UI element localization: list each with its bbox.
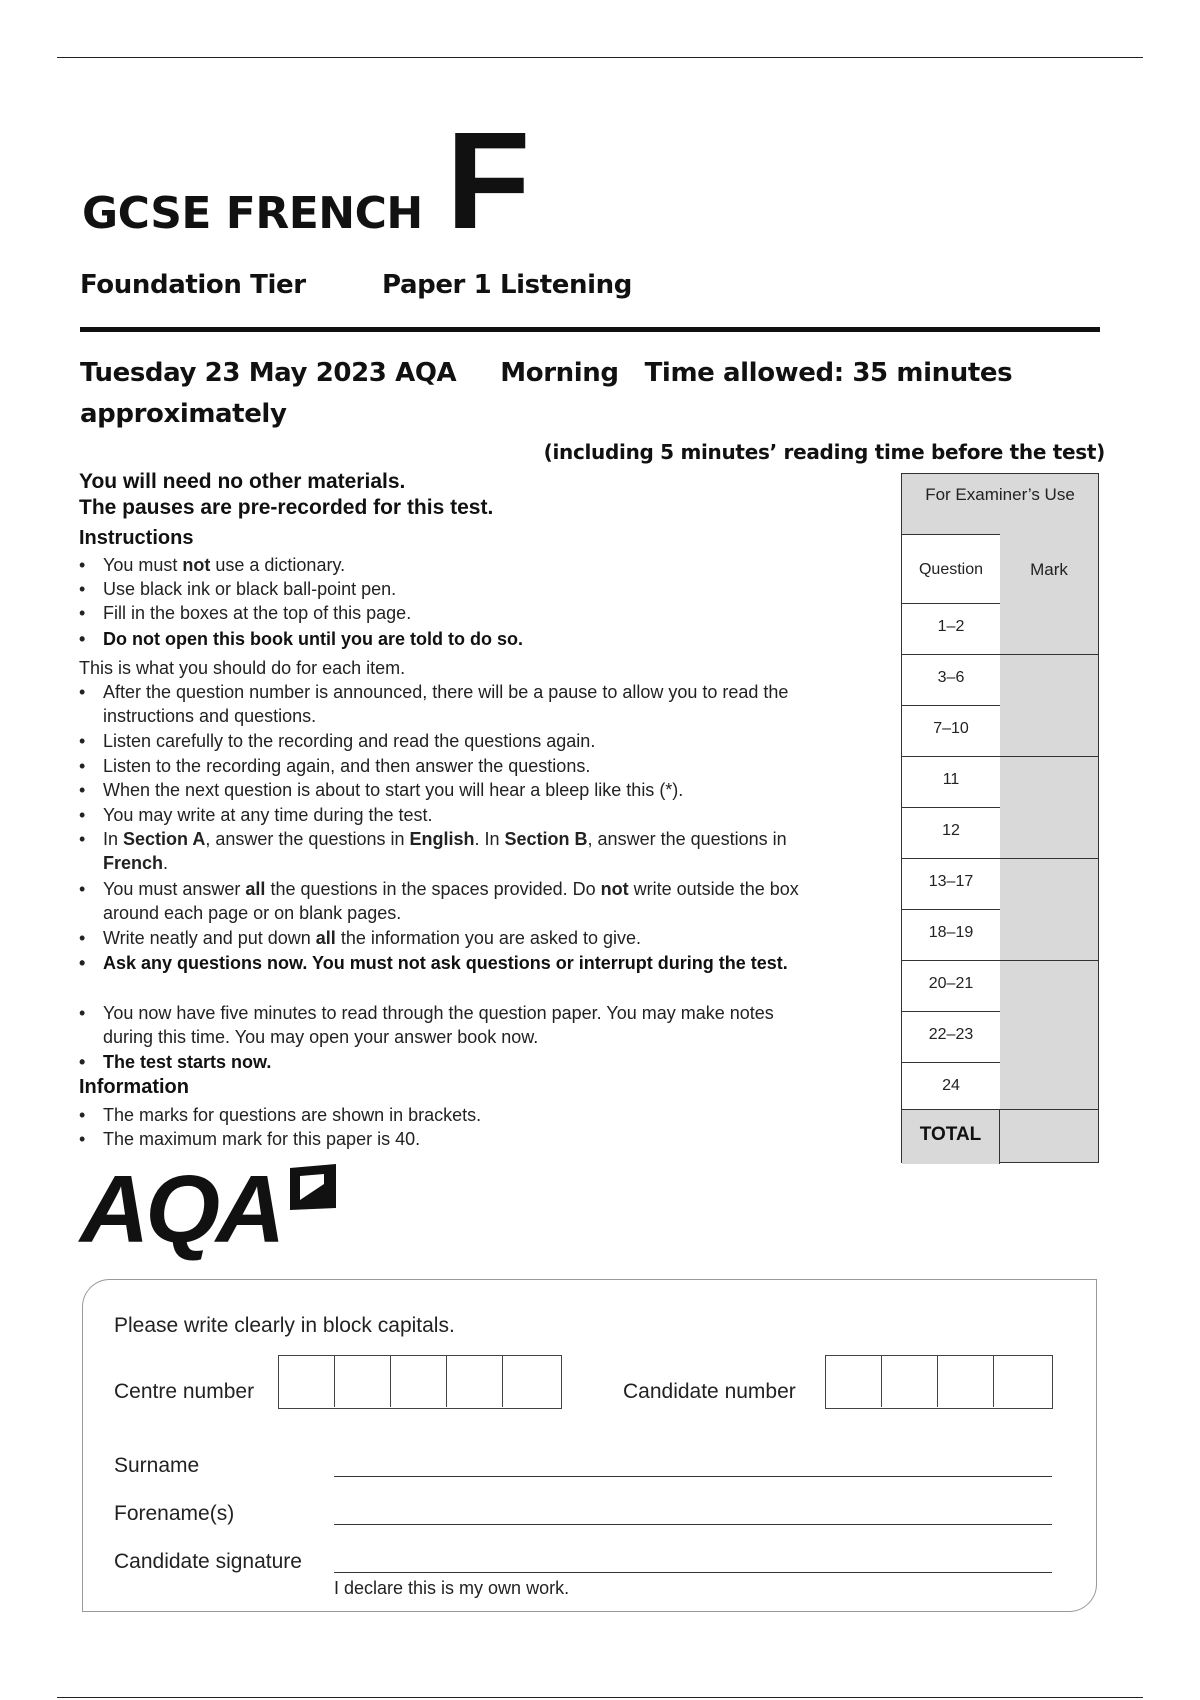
block-capitals-note: Please write clearly in block capitals. [114,1314,455,1337]
exam-session: Morning [500,358,619,388]
instruction-answer-all: You must answer all the questions in the spaces provided. Do not write outside the box [103,879,799,899]
aqa-logo [80,1156,350,1263]
aqa-logo-mark-icon [284,1162,342,1214]
question-cell: 20–21 [902,960,1000,1011]
instruction-ink: Use black ink or black ball-point pen. [103,579,397,599]
question-header: Question [902,534,1000,604]
question-cell: 3–6 [902,654,1000,705]
candidate-number-label: Candidate number [623,1380,796,1403]
instruction-five-minutes-cont: during this time. You may open your answer book now. [103,1027,539,1047]
bullet: • [79,731,86,751]
tier-letter: F [446,104,531,258]
bullet: • [79,829,86,849]
bullet: • [79,879,86,899]
information-heading: Information [79,1076,189,1098]
reading-time: (including 5 minutes’ reading time before the test) [543,440,1105,464]
exam-date: Tuesday 23 May 2023 AQA [80,358,457,388]
instruction-listen-carefully: Listen carefully to the recording and read the questions again. [103,731,596,751]
instruction-bleep: When the next question is about to start you will hear a bleep like this (*). [103,780,684,800]
instruction-announce: After the question number is announced, there will be a pause to allow you to read the [103,682,789,702]
centre-number-boxes[interactable] [278,1355,562,1409]
bullet: • [79,629,86,649]
header-divider [80,327,1100,332]
question-cell: 13–17 [902,858,1000,909]
candidate-number-boxes[interactable] [825,1355,1053,1409]
approximately: approximately [80,399,287,429]
instruction-write-any-time: You may write at any time during the test. [103,805,433,825]
instruction-sections: In Section A, answer the questions in English. In Section B, answer the questions in [103,829,787,849]
mark-cell[interactable] [1000,756,1098,858]
bullet: • [79,1052,86,1072]
surname-line[interactable] [334,1476,1052,1477]
bullet: • [79,603,86,623]
bottom-rule [57,1697,1143,1698]
date-line [80,358,1012,388]
instruction-neatly: Write neatly and put down all the information you are asked to give. [103,928,641,948]
signature-line[interactable] [334,1572,1052,1573]
declaration-text: I declare this is my own work. [334,1578,570,1598]
mark-cell[interactable] [1000,858,1098,960]
instruction-ask-now: Ask any questions now. You must not ask questions or interrupt during the test. [103,953,788,973]
bullet: • [79,953,86,973]
instruction-test-starts: The test starts now. [103,1052,272,1072]
question-cell: 12 [902,807,1000,858]
total-mark-cell[interactable] [1000,1109,1098,1164]
time-allowed: Time allowed: 35 minutes [644,358,1013,388]
candidate-details-box [82,1279,1097,1612]
bullet: • [79,756,86,776]
surname-label: Surname [114,1454,200,1477]
total-label: TOTAL [902,1109,1000,1164]
mark-cell[interactable] [1000,654,1098,756]
instruction-do-not-open: Do not open this book until you are told to do so. [103,629,523,649]
materials-note: You will need no other materials. [79,470,406,493]
instruction-sections-cont: French. [103,853,169,873]
bullet: • [79,1003,86,1023]
bullet: • [79,805,86,825]
instruction-listen-again: Listen to the recording again, and then answer the questions. [103,756,591,776]
instructions-heading: Instructions [79,527,194,549]
info-maximum: The maximum mark for this paper is 40. [103,1129,421,1149]
question-cell: 18–19 [902,909,1000,960]
instruction-dictionary: You must not use a dictionary. [103,555,346,575]
signature-label: Candidate signature [114,1550,302,1573]
forenames-label: Forename(s) [114,1502,235,1525]
each-item-intro: This is what you should do for each item. [79,658,406,678]
instruction-answer-all-cont: around each page or on blank pages. [103,903,402,923]
examiner-table [901,473,1099,1163]
info-marks: The marks for questions are shown in brackets. [103,1105,482,1125]
mark-cell[interactable] [1000,960,1098,1062]
bullet: • [79,682,86,702]
bullet: • [79,780,86,800]
instruction-boxes: Fill in the boxes at the top of this page. [103,603,412,623]
instruction-announce-cont: instructions and questions. [103,706,317,726]
question-cell: 11 [902,756,1000,807]
forenames-line[interactable] [334,1524,1052,1525]
tier-label: Foundation Tier [80,270,306,300]
paper-title: GCSE FRENCH [82,188,423,239]
examiner-use-title: For Examiner’s Use [925,485,1075,504]
pauses-note: The pauses are pre-recorded for this test. [79,496,494,519]
paper-label: Paper 1 Listening [382,270,632,300]
aqa-logo-text: AQA [80,1156,282,1263]
question-cell: 7–10 [902,705,1000,756]
bullet: • [79,1105,86,1125]
centre-number-label: Centre number [114,1380,255,1403]
bullet: • [79,555,86,575]
question-cell: 1–2 [902,603,1000,654]
question-cell: 22–23 [902,1011,1000,1062]
bullet: • [79,579,86,599]
bullet: • [79,928,86,948]
top-rule [57,57,1143,58]
mark-header: Mark [1030,560,1068,579]
bullet: • [79,1129,86,1149]
instruction-five-minutes: You now have five minutes to read through the question paper. You may make notes [103,1003,774,1023]
question-cell: 24 [902,1062,1000,1109]
